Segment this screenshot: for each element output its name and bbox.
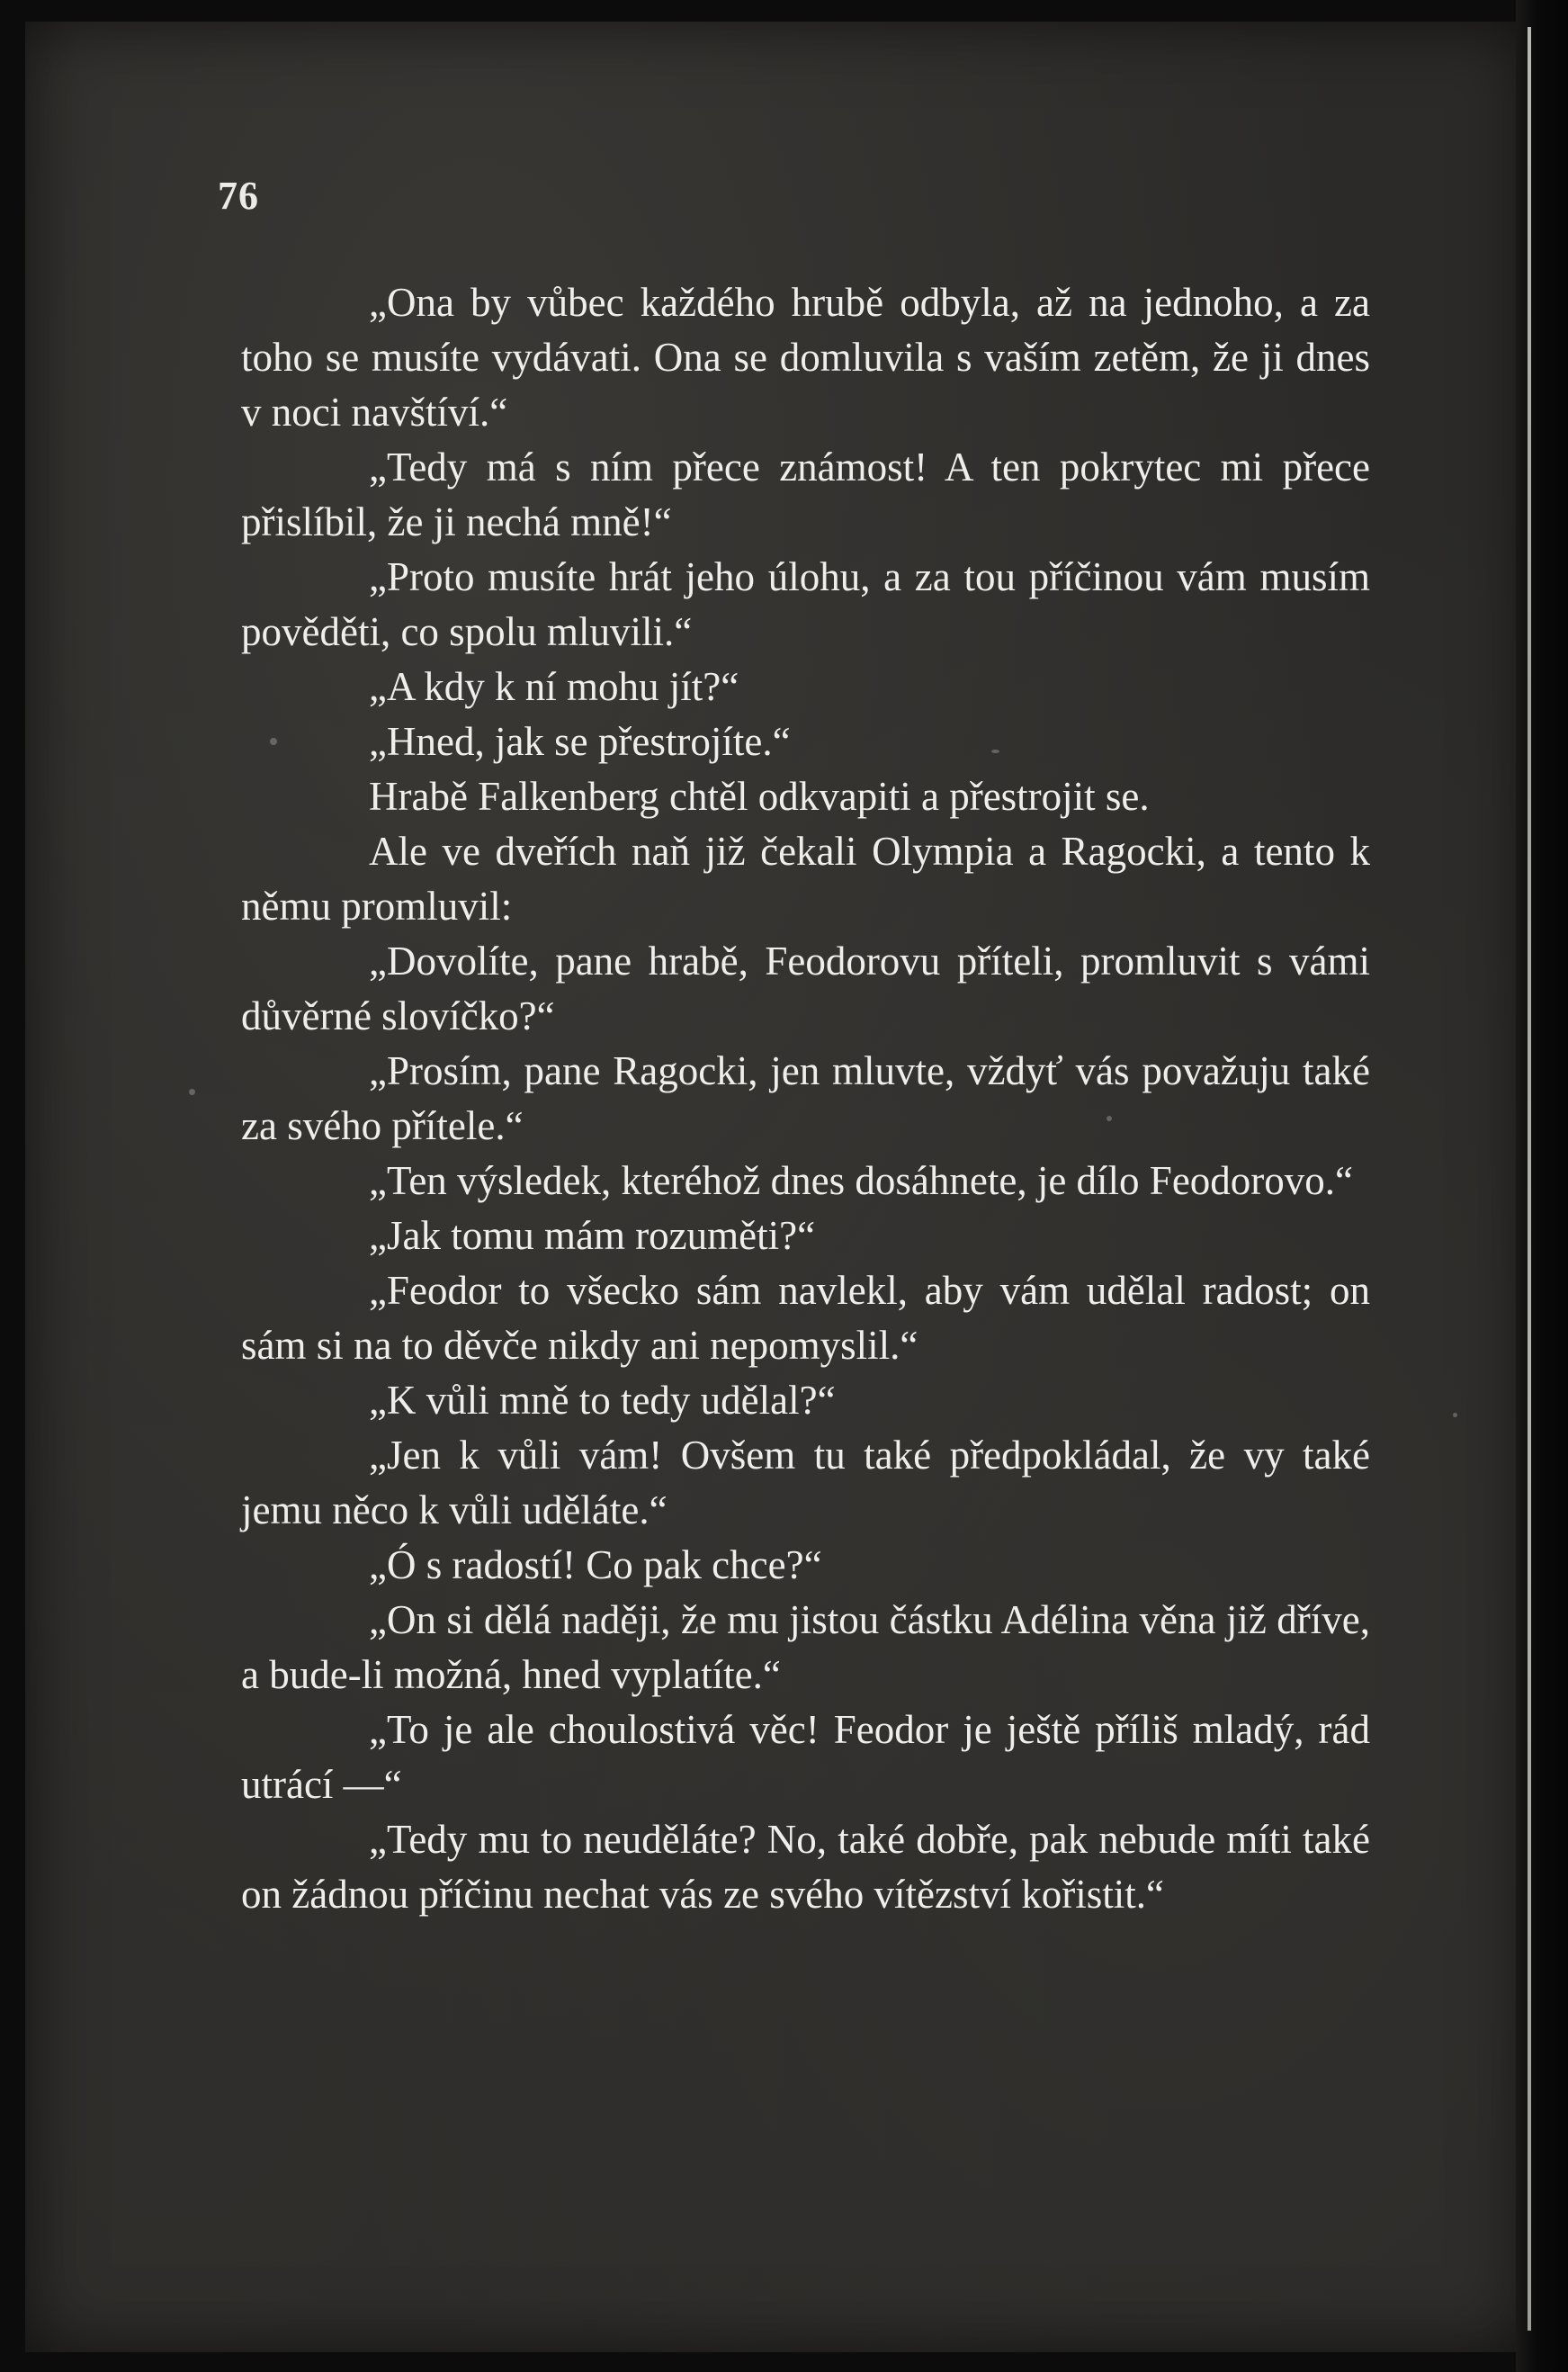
paragraph: „To je ale choulostivá věc! Feodor je ještě příliš mladý, rád utrácí —“ — [241, 1707, 1370, 1807]
paragraph: „Jak tomu mám rozuměti?“ — [369, 1213, 816, 1258]
paragraph: „Dovolíte, pane hrabě, Feodorovu příteli, promluvit s vámi důvěrné slovíčko?“ — [241, 939, 1370, 1038]
paper-speck — [189, 1089, 195, 1095]
paragraph: „Ó s radostí! Co pak chce?“ — [369, 1542, 822, 1587]
paragraph: „K vůli mně to tedy udělal?“ — [369, 1378, 836, 1423]
page-edge-shadow — [1516, 0, 1568, 2372]
paragraph: „Proto musíte hrát jeho úlohu, a za tou příčinou vám musím pověděti, co spolu mluvili.“ — [241, 554, 1370, 654]
page-number: 76 — [218, 174, 259, 218]
binding-edge — [1528, 27, 1531, 2331]
paragraph: „On si dělá naději, že mu jistou částku Adélina věna již dříve, a bude-li možná, hned vyplatíte.“ — [241, 1597, 1370, 1697]
paragraph: „Prosím, pane Ragocki, jen mluvte, vždyť vás považuju také za svého přítele.“ — [241, 1048, 1370, 1148]
paragraph: „Tedy mu to neuděláte? No, také dobře, pak nebude míti také on žádnou příčinu nechat vás ze svého vítězství kořistit.“ — [241, 1817, 1370, 1917]
paragraph: Ale ve dveřích naň již čekali Olympia a Ragocki, a tento k němu promluvil: — [241, 829, 1370, 929]
paragraph: „A kdy k ní mohu jít?“ — [369, 664, 739, 709]
paper-speck — [1453, 1413, 1457, 1417]
paragraph: „Hned, jak se přestrojíte.“ — [369, 719, 791, 764]
paragraph: „Ten výsledek, kteréhož dnes dosáhnete, je dílo Feodorovo.“ — [369, 1158, 1354, 1203]
paragraph: Hrabě Falkenberg chtěl odkvapiti a přestrojit se. — [369, 774, 1150, 819]
paragraph: „Feodor to všecko sám navlekl, aby vám udělal radost; on sám si na to děvče nikdy ani nepomyslil.“ — [241, 1268, 1370, 1368]
paragraph: „Tedy má s ním přece známost! A ten pokrytec mi přece přislíbil, že ji nechá mně!“ — [241, 445, 1370, 544]
paragraph: „Jen k vůli vám! Ovšem tu také předpokládal, že vy také jemu něco k vůli uděláte.“ — [241, 1433, 1370, 1532]
body-text — [241, 275, 1370, 1922]
paragraph: „Ona by vůbec každého hrubě odbyla, až na jednoho, a za toho se musíte vydávati. Ona se domluvila s vaším zetěm, že ji dnes v noci navštíví.“ — [241, 280, 1370, 435]
